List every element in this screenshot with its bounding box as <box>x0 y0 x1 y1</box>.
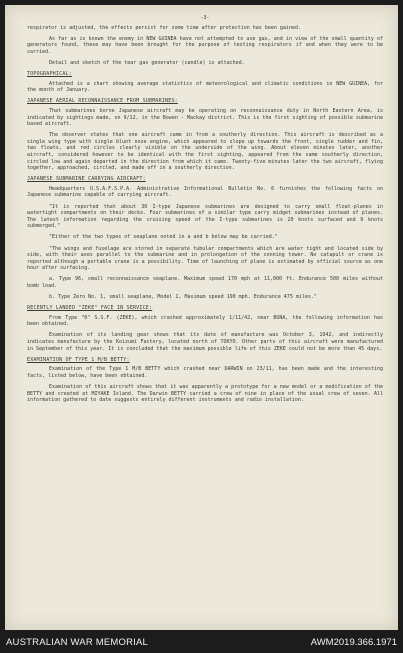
section-heading: TOPOGRAPHICAL: <box>27 71 72 78</box>
footer-institution: AUSTRALIAN WAR MEMORIAL <box>6 637 149 648</box>
paragraph: The observer states that one aircraft came in from a southerly direction. This aircraft is described as a single wing type with single blunt nose engine, which appeared to slope up towards the front, single rudder and fin, two floats, and red circles clearly visible on the underside of the wing. About eleven minutes later, another aircraft, considered however to be identical with the first sighting, appeared from the same southerly direction, circled low and again departed in the direction from which it came. Twenty-five minutes later the two aircraft, flying together, approached, circled, and made off in a southerly direction. <box>27 132 383 172</box>
section-heading: JAPANESE AERIAL RECONNAISSANCE FROM SUBMARINES: <box>27 98 178 105</box>
paragraph: Headquarters U.S.A.F.S.P.A. Administrative Informational Bulletin No. 6 furnishes the following facts on Japanese submarine capable of carrying aircraft. <box>27 185 383 199</box>
document-page <box>5 5 398 630</box>
paragraph: Examination of the Type 1 M/B BETTY which crashed near DARWIN on 23/11, has been made and the interesting facts, listed below, have been obtained. <box>27 366 383 379</box>
footer-bar <box>0 630 403 653</box>
section-heading: EXAMINATION OF TYPE 1 M/B BETTY: <box>27 356 130 363</box>
paragraph: respirator is adjusted, the effects persist for some time after protection has been gained. <box>27 24 301 31</box>
paragraph: Examination of this aircraft shows that it was apparently a prototype for a new model or a modification of the BETTY and created at MIYAKE Island. The Darwin BETTY carried a crew of nine in place of the usual crew of seven. All information gathered to date suggests entirely different instruments and radio installation. <box>27 384 383 404</box>
paragraph: "The wings and fuselage are stored in separate tubular compartments which are water tight and located side by side, with their axes parallel to the submarine and in prolongation of the conning tower. No catapult or crane is reported although a portable crane is a possibility. Time of launching of plane is estimated by official source as one hour after surfacing. <box>27 245 383 272</box>
paragraph: "It is reported that about 30 I-type Japanese submarines are designed to carry small float-planes in watertight compartments on their decks. Four submarines of a similar type carry midget submarines instead of planes. The latest information regarding the cruising speed of the I-type submarines is 20 knots surfaced and 9 knots submerged." <box>27 203 383 230</box>
paragraph: Detail and sketch of the tear gas generator (candle) is attached. <box>49 59 245 66</box>
paragraph: "Either of the two types of seaplane noted in a and b below may be carried." <box>49 234 278 241</box>
section-heading: JAPANESE SUBMARINE CARRYING AIRCRAFT: <box>27 176 146 183</box>
document-body <box>27 15 383 408</box>
paragraph: Examination of its landing gear shows that its date of manufacture was October 3, 1942, and indirectly indicates manufacture by the Koizumi Factory, located north of TOKYO. Other parts of this aircraft were manufactured in September of this year. It is concluded that the maximum possible life of this ZEKE could not be more than 45 days. <box>27 332 383 352</box>
section-heading: RECENTLY LANDED "ZEKE" FACE IN SERVICE: <box>27 305 153 312</box>
paragraph: As far as is known the enemy in NEW GUINEA have not attempted to use gas, and in view of the small quantity of generators found, these may have been brought for the purpose of testing respirators if and when they were to be carried. <box>27 35 383 55</box>
footer-accession-number: AWM2019.366.1971 <box>310 637 397 648</box>
paragraph: a. Type 96, small reconnaissance seaplane. Maximum speed 170 mph at 11,000 ft. Endurance 500 miles without bomb load. <box>27 276 383 289</box>
paragraph: That submarines borne Japanese aircraft may be operating on reconnaissance duty in North Eastern Area, is indicated by sightings made, on 9/12, in the Bowen - Mackay district. This is the first sighting of possible submarine based aircraft. <box>27 107 383 128</box>
page-number: -3- <box>200 15 210 21</box>
paragraph: b. Type Zero No. 1, small seaplane, Model 1, Maximum speed 190 mph. Endurance 475 miles." <box>49 294 317 301</box>
paragraph: From Type "0" S.S.F. (ZEKE), which crashed approximately 1/11/42, near BUNA, the following information has been obtained. <box>27 314 383 328</box>
paragraph: Attached is a chart showing average statistics of meteorological and climatic conditions in NEW GUINEA, for the month of January. <box>27 80 383 94</box>
